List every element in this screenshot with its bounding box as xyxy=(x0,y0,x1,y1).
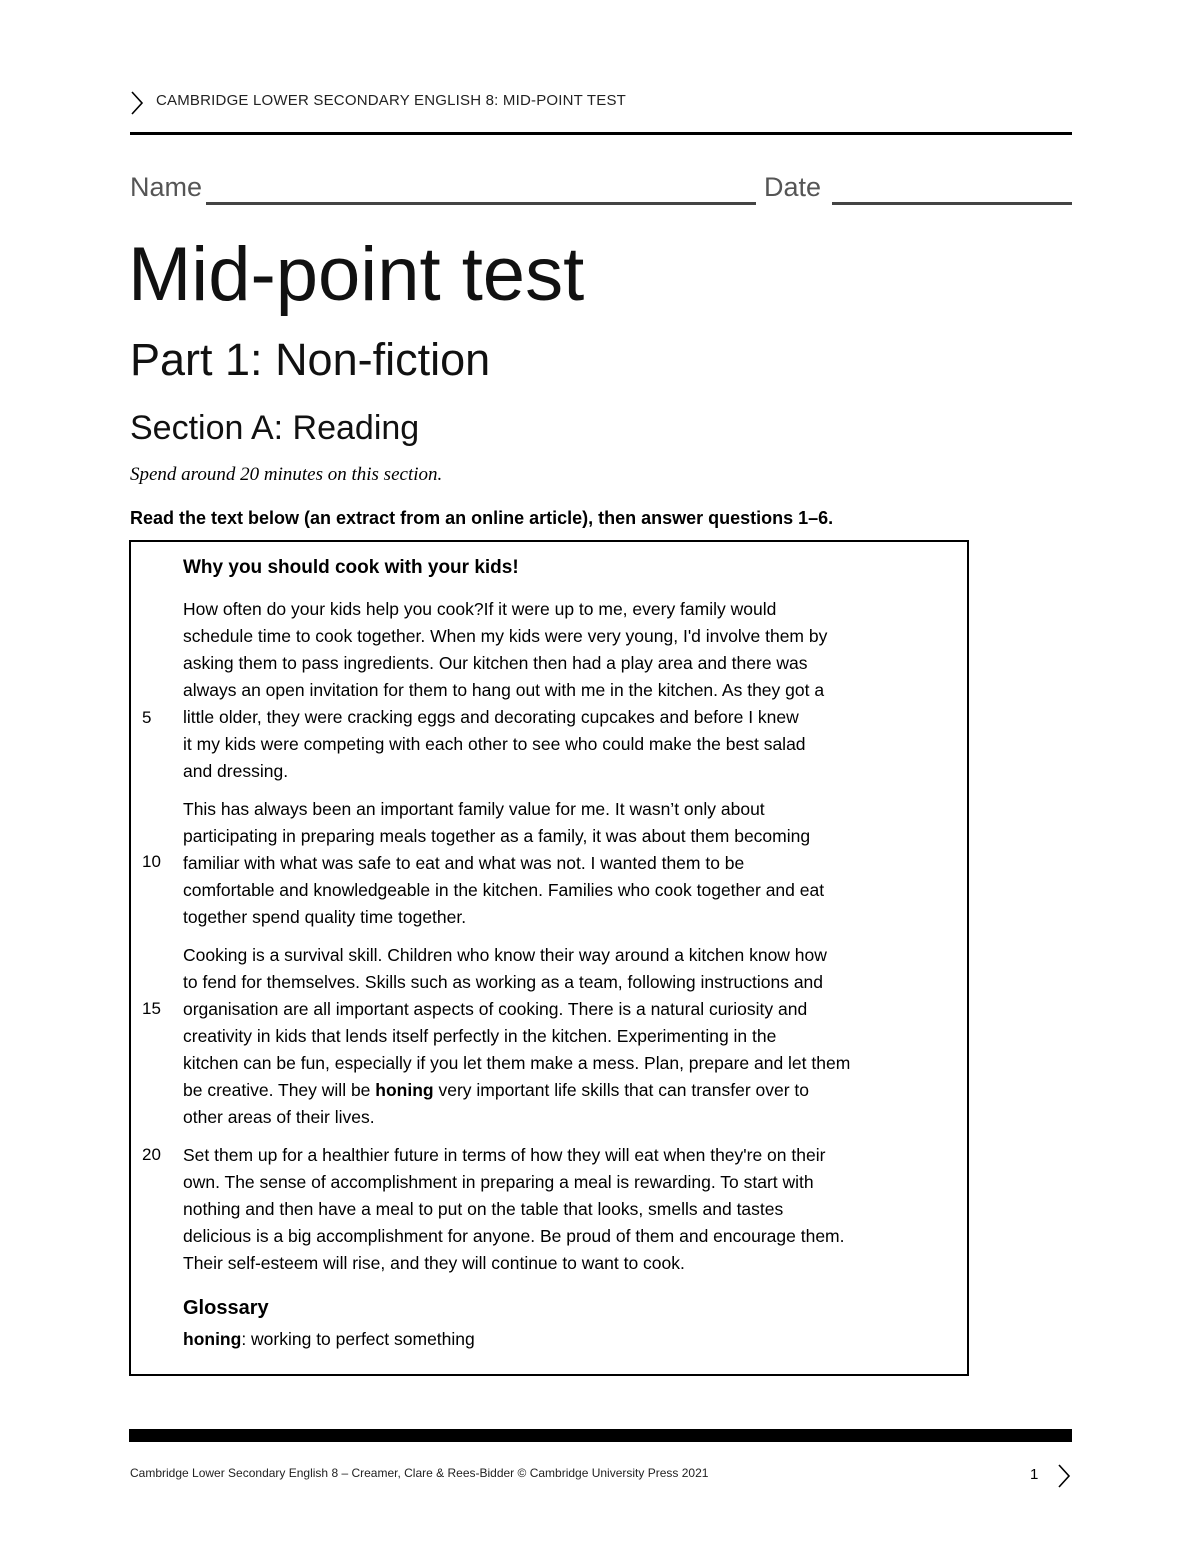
text-line: always an open invitation for them to hang out with me in the kitchen. As they got a xyxy=(183,680,825,700)
footer-bar xyxy=(129,1429,1072,1442)
chevron-right-icon xyxy=(130,90,144,116)
text-line: little older, they were cracking eggs and decorating cupcakes and before I knew xyxy=(183,707,799,727)
text-line: How often do your kids help you cook?If it were up to me, every family would xyxy=(183,599,777,619)
text-line: Set them up for a healthier future in terms of how they will eat when they're on their xyxy=(183,1145,826,1165)
article-title: Why you should cook with your kids! xyxy=(183,557,519,578)
text-line: and dressing. xyxy=(183,761,289,781)
page-number: 1 xyxy=(1030,1466,1039,1483)
article-paragraph-1 xyxy=(183,596,963,785)
article-paragraph-4 xyxy=(183,1142,963,1277)
name-date-row xyxy=(130,170,1072,210)
line-number: 20 xyxy=(142,1145,161,1164)
text-line: creativity in kids that lends itself perfectly in the kitchen. Experimenting in the xyxy=(183,1026,777,1046)
text-line: delicious is a big accomplishment for anyone. Be proud of them and encourage them. xyxy=(183,1226,845,1246)
line-number: 5 xyxy=(142,708,152,727)
text-line: organisation are all important aspects of cooking. There is a natural curiosity and xyxy=(183,999,808,1019)
name-field-line xyxy=(206,202,756,205)
text-line: comfortable and knowledgeable in the kitchen. Families who cook together and eat xyxy=(183,880,825,900)
glossary-term: honing xyxy=(183,1329,242,1349)
date-field-line xyxy=(832,202,1072,205)
glossary-entry xyxy=(183,1329,475,1350)
text-line: Cooking is a survival skill. Children who know their way around a kitchen know how xyxy=(183,945,827,965)
time-instruction: Spend around 20 minutes on this section. xyxy=(130,464,443,485)
text-line: it my kids were competing with each other to see who could make the best salad xyxy=(183,734,806,754)
header-text: CAMBRIDGE LOWER SECONDARY ENGLISH 8: MID-POINT TEST xyxy=(156,92,627,109)
text-line: asking them to pass ingredients. Our kitchen then had a play area and there was xyxy=(183,653,808,673)
text-line: own. The sense of accomplishment in preparing a meal is rewarding. To start with xyxy=(183,1172,814,1192)
glossary-term-highlight: honing xyxy=(375,1080,434,1100)
glossary-definition: : working to perfect something xyxy=(241,1329,475,1349)
text-line: familiar with what was safe to eat and what was not. I wanted them to be xyxy=(183,853,745,873)
text-line: together spend quality time together. xyxy=(183,907,467,927)
date-label: Date xyxy=(764,172,822,202)
glossary-title: Glossary xyxy=(183,1297,269,1319)
text-line: participating in preparing meals together as a family, it was about them becoming xyxy=(183,826,811,846)
article-paragraph-2 xyxy=(183,796,963,931)
part-heading: Part 1: Non-fiction xyxy=(130,334,491,385)
line-number: 10 xyxy=(142,852,161,871)
text-line: schedule time to cook together. When my kids were very young, I'd involve them by xyxy=(183,626,828,646)
footer-copyright: Cambridge Lower Secondary English 8 – Creamer, Clare & Rees-Bidder © Cambridge University Press 2021 xyxy=(130,1466,709,1480)
line-number: 15 xyxy=(142,999,161,1018)
text-line: Their self-esteem will rise, and they will continue to want to cook. xyxy=(183,1253,685,1273)
text-line: other areas of their lives. xyxy=(183,1107,375,1127)
text-line: nothing and then have a meal to put on the table that looks, smells and tastes xyxy=(183,1199,784,1219)
article-paragraph-3 xyxy=(183,942,963,1131)
chevron-right-icon xyxy=(1057,1463,1071,1489)
text-line: be creative. They will be honing very important life skills that can transfer over to xyxy=(183,1080,810,1100)
text-line: kitchen can be fun, especially if you let them make a mess. Plan, prepare and let them xyxy=(183,1053,851,1073)
page-title: Mid-point test xyxy=(128,232,585,317)
text-line: to fend for themselves. Skills such as working as a team, following instructions and xyxy=(183,972,824,992)
page-header xyxy=(130,88,1072,135)
reading-instruction: Read the text below (an extract from an online article), then answer questions 1–6. xyxy=(130,508,834,528)
text-line: This has always been an important family value for me. It wasn’t only about xyxy=(183,799,765,819)
section-heading: Section A: Reading xyxy=(130,409,420,447)
name-label: Name xyxy=(130,172,203,202)
